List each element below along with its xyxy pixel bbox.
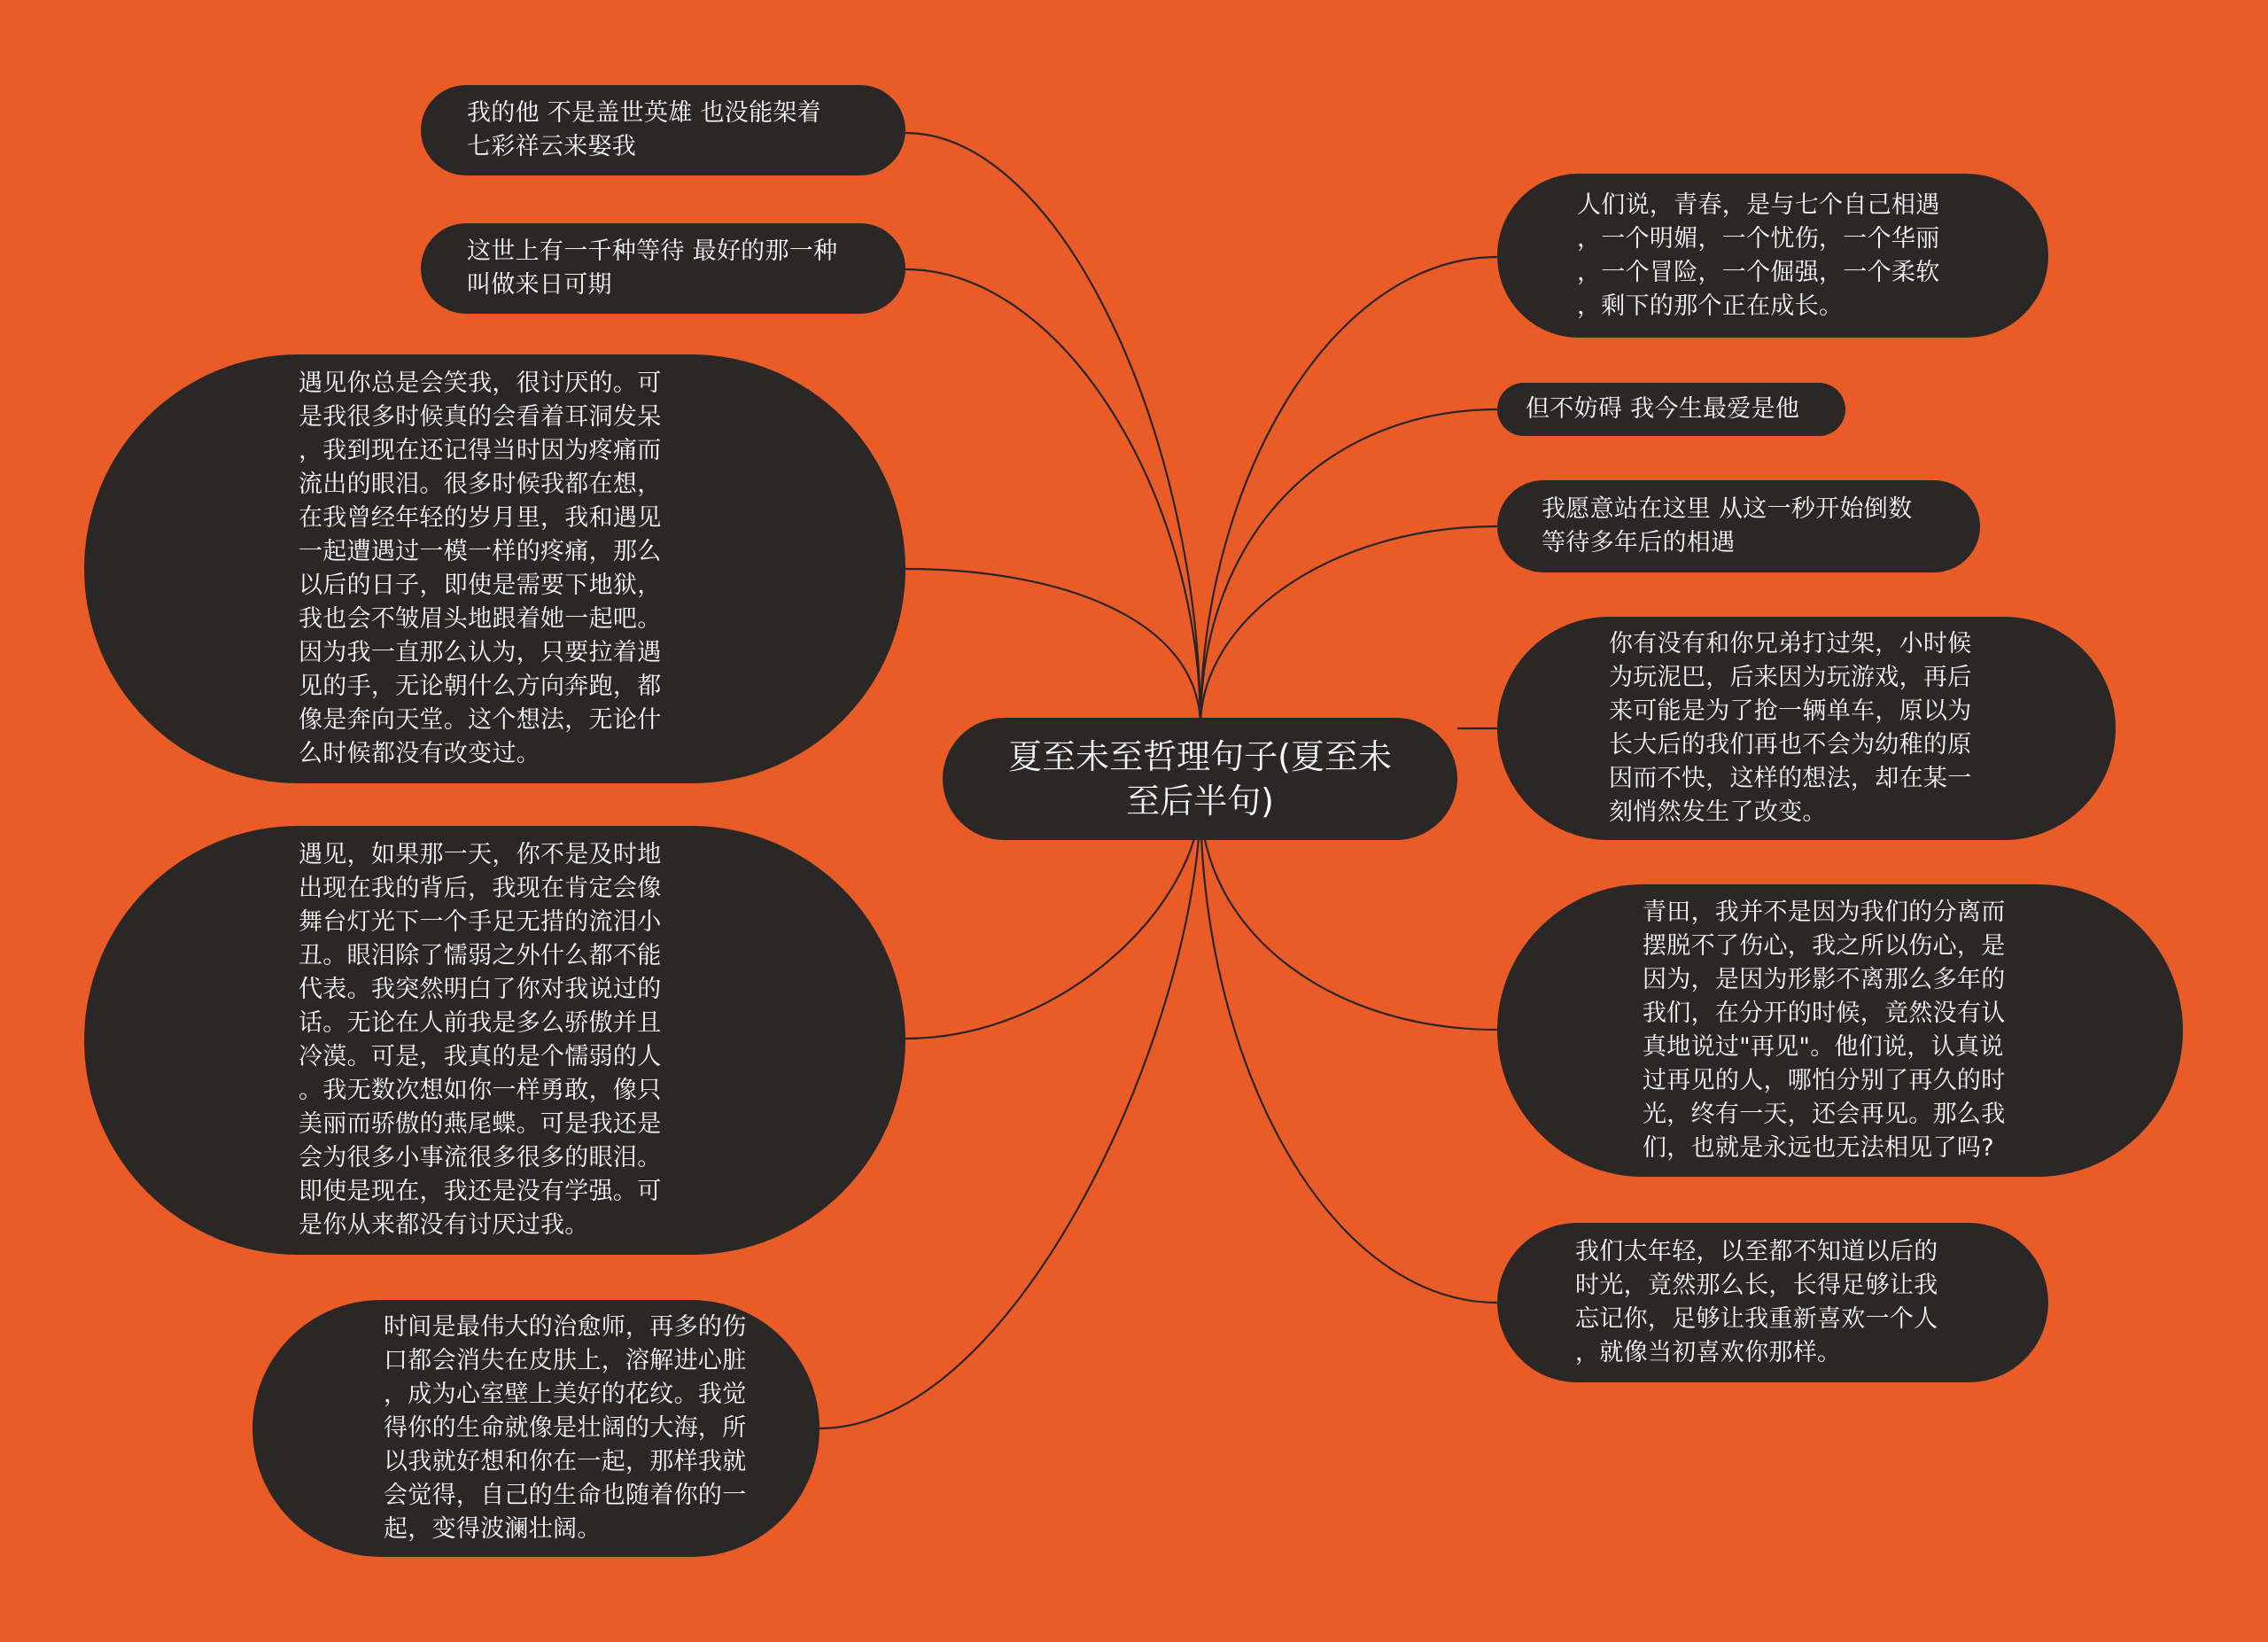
left-node-4[interactable]	[84, 826, 905, 1255]
left-node-5-text: 时间是最伟大的治愈师，再多的伤 口都会消失在皮肤上，溶解进心脏 ，成为心室壁上美好的花纹。我觉 得你的生命就像是壮阔的大海，所 以我就好想和你在一起，那样我就 会觉得，自己的生命也随着你的一 起，变得波澜壮阔。	[384, 1313, 747, 1543]
left-node-1[interactable]	[421, 85, 905, 175]
central-topic[interactable]	[943, 718, 1457, 840]
left-node-3[interactable]	[84, 354, 905, 783]
edge-right-6	[1200, 798, 1497, 1303]
left-node-1-text: 我的他 不是盖世英雄 也没能架着 七彩祥云来娶我	[467, 99, 821, 160]
right-node-5[interactable]	[1497, 884, 2183, 1177]
right-node-3-text: 我愿意站在这里 从这一秒开始倒数 等待多年后的相遇	[1542, 495, 1913, 556]
left-node-5[interactable]	[252, 1300, 819, 1557]
right-node-4-text: 你有没有和你兄弟打过架，小时候 为玩泥巴，后来因为玩游戏，再后 来可能是为了抢一辆单车，原以为 长大后的我们再也不会为幼稚的原 因而不快，这样的想法，却在某一 刻悄然发生了改变。	[1609, 630, 1972, 826]
left-node-4-text: 遇见，如果那一天，你不是及时地 出现在我的背后，我现在肯定会像 舞台灯光下一个手足无措的流泪小 丑。眼泪除了懦弱之外什么都不能 代表。我突然明白了你对我说过的 话。无论在人前我是多么骄傲并且 冷漠。可是，我真的是个懦弱的人 。我无数次想如你一样勇敢，像只 美丽而骄傲的燕尾蝶。可是我还是 会为很多小事流很多很多的眼泪。 即使是现在，我还是没有学强。可 是你从来都没有讨厌过我。	[299, 841, 662, 1239]
right-node-4[interactable]	[1497, 617, 2116, 840]
right-node-1-text: 人们说，青春，是与七个自己相遇 ，一个明媚，一个忧伤，一个华丽 ，一个冒险，一个倔强，一个柔软 ，剩下的那个正在成长。	[1577, 191, 1940, 320]
right-node-5-text: 青田，我并不是因为我们的分离而 摆脱不了伤心，我之所以伤心，是 因为，是因为形影不离那么多年的 我们，在分开的时候，竟然没有认 真地说过"再见"。他们说，认真说 过再见的人，哪怕分别了再久的时 光，终有一天，还会再见。那么我 们，也就是永远也无法相见了吗?	[1643, 899, 2006, 1162]
right-node-2-text: 但不妨碍 我今生最爱是他	[1526, 395, 1800, 423]
edge-left-1	[905, 133, 1200, 727]
edge-left-3	[905, 569, 1200, 727]
left-node-2[interactable]	[421, 223, 905, 314]
right-node-3[interactable]	[1497, 480, 1980, 572]
right-node-6[interactable]	[1497, 1223, 2048, 1382]
left-node-2-text: 这世上有一千种等待 最好的那一种 叫做来日可期	[467, 237, 838, 299]
edge-right-3	[1200, 526, 1497, 727]
right-node-6-text: 我们太年轻，以至都不知道以后的 时光，竟然那么长，长得足够让我 忘记你，足够让我重新喜欢一个人 ，就像当初喜欢你那样。	[1575, 1238, 1938, 1366]
right-node-2[interactable]	[1497, 383, 1845, 436]
central-topic-label: 夏至未至哲理句子(夏至未 至后半句)	[1008, 737, 1392, 821]
right-node-1[interactable]	[1497, 174, 2048, 338]
left-node-3-text: 遇见你总是会笑我，很讨厌的。可 是我很多时候真的会看着耳洞发呆 ，我到现在还记得当时因为疼痛而 流出的眼泪。很多时候我都在想， 在我曾经年轻的岁月里，我和遇见 一起遭遇过一模一样的疼痛，那么 以后的日子，即使是需要下地狱， 我也会不皱眉头地跟着她一起吧。 因为我一直那么认为，只要拉着遇 见的手，无论朝什么方向奔跑，都 像是奔向天堂。这个想法，无论什 么时候都没有改变过。	[299, 370, 662, 767]
edge-right-1	[1200, 257, 1497, 727]
edge-left-2	[905, 269, 1200, 727]
edge-right-2	[1200, 409, 1497, 727]
